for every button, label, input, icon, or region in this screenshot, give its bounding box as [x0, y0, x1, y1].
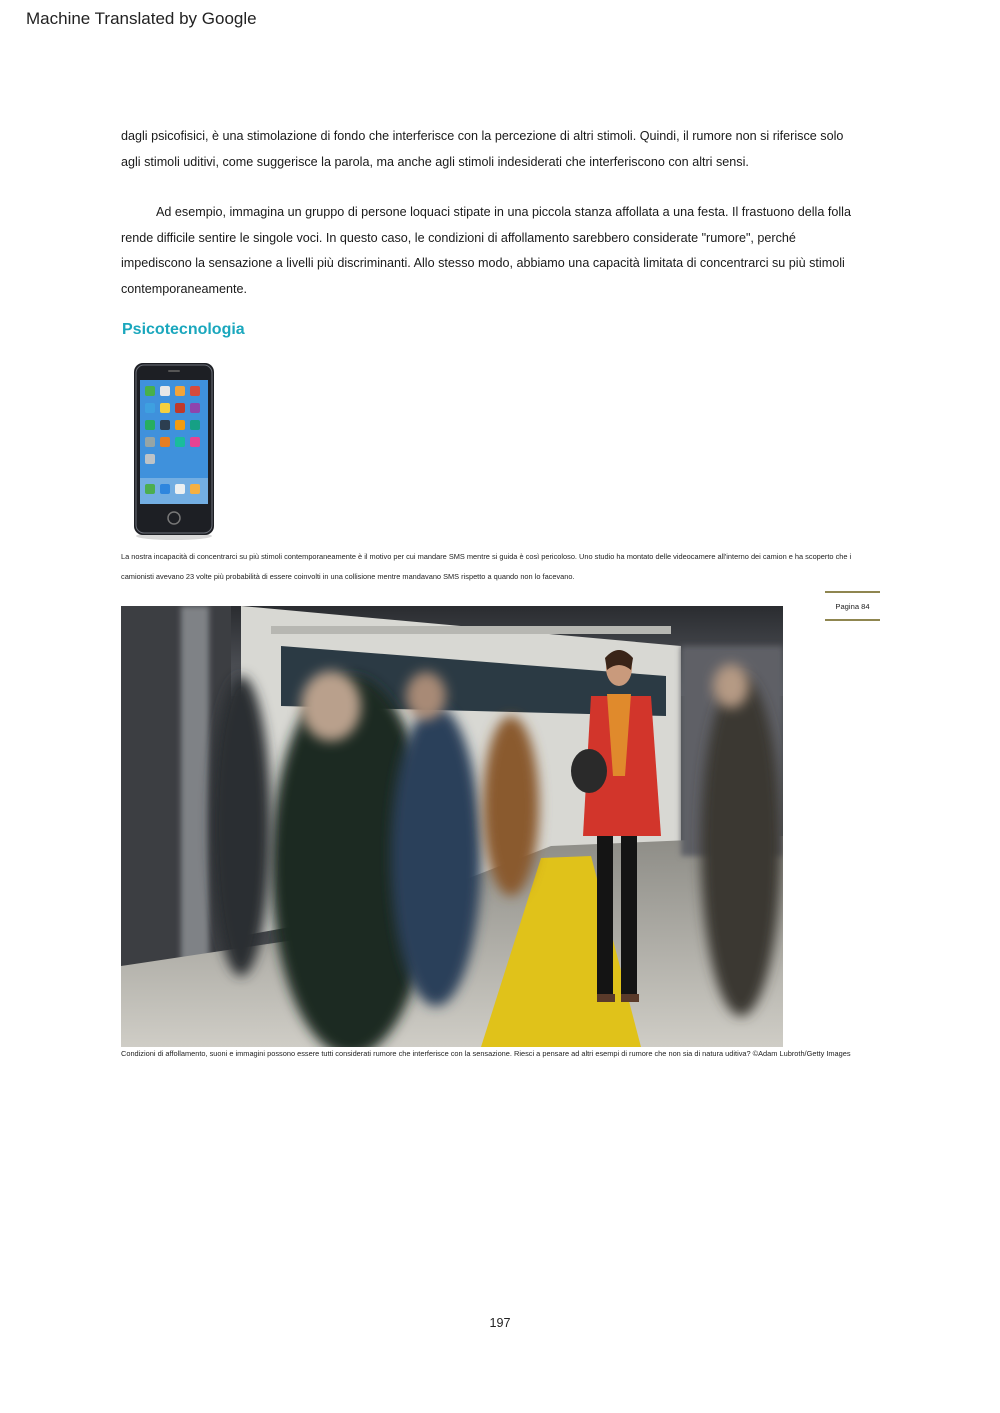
phone-caption: La nostra incapacità di concentrarci su più stimoli contemporaneamente è il motivo per cui mandare SMS mentre si guida è così pericoloso. Uno studio ha montato delle videocamere all'interno dei camion e ha scoperto che i camionisti avevano 23 volte più probabilità di essere coinvolti in una collisione mentre mandavano SMS rispetto a quando non lo facevano. — [121, 552, 852, 581]
page-reference: Pagina 84 — [825, 591, 880, 621]
page-number: 197 — [489, 1316, 511, 1330]
machine-translation-banner: Machine Translated by Google — [26, 9, 257, 28]
section-heading: Psicotecnologia — [122, 321, 245, 338]
subway-platform-photo — [121, 606, 783, 1047]
smartphone-illustration — [130, 360, 218, 542]
subway-photo-icon — [121, 606, 783, 1047]
body-paragraph-1: dagli psicofisici, è una stimolazione di fondo che interferisce con la percezione di altri stimoli. Quindi, il rumore non si riferisce solo agli stimoli uditivi, come suggerisce la parola, ma anche agli stimoli indesiderati che interferiscono con altri sensi. — [121, 129, 844, 169]
photo-caption: Condizioni di affollamento, suoni e immagini possono essere tutti considerati rumore che interferisce con la sensazione. Riesci a pensare ad altri esempi di rumore che non sia di natura uditiva? ©Adam Lubroth/Getty Images — [121, 1049, 851, 1058]
smartphone-icon — [130, 360, 218, 542]
body-paragraph-2: Ad esempio, immagina un gruppo di persone loquaci stipate in una piccola stanza affollata a una festa. Il frastuono della folla rende difficile sentire le singole voci. In questo caso, le condizioni di affollamento sarebbero considerate "rumore", perché impediscono la sensazione a livelli più discriminanti. Allo stesso modo, abbiamo una capacità limitata di concentrarci su più stimoli contemporaneamente. — [121, 205, 851, 296]
